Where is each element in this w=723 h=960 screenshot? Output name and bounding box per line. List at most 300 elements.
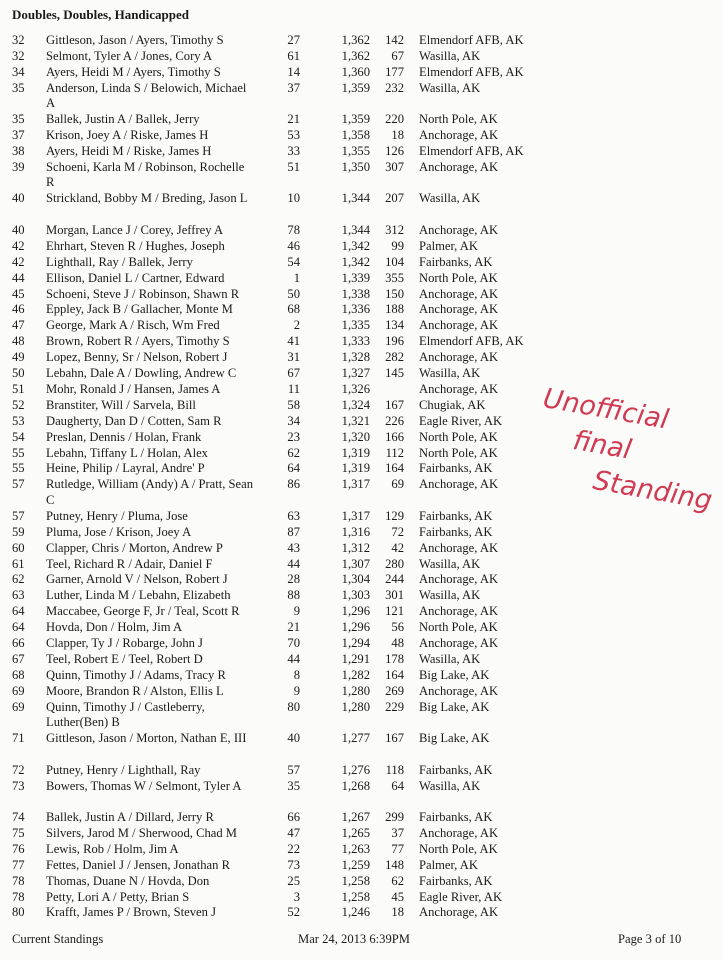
score-cell: 1,267 — [341, 810, 370, 824]
rank-cell: 73 — [12, 778, 25, 793]
team-name-cell: Teel, Richard R / Adair, Daniel F — [46, 556, 213, 571]
place-cell: 77 — [391, 841, 404, 856]
page-title: Doubles, Doubles, Handicapped — [12, 7, 189, 22]
handicap-cell: 28 — [287, 572, 300, 587]
handicap-cell: 21 — [287, 112, 300, 127]
handicap-cell: 54 — [287, 254, 300, 269]
handicap-cell: 53 — [287, 128, 300, 143]
team-name-cell: Gittleson, Jason / Morton, Nathan E, III — [46, 731, 247, 746]
rank-cell: 57 — [12, 508, 25, 523]
team-name-cell: Lebahn, Tiffany L / Holan, Alex — [46, 445, 208, 460]
score-cell: 1,358 — [341, 128, 370, 143]
place-cell: 280 — [385, 556, 404, 571]
handicap-cell: 31 — [287, 350, 300, 365]
place-cell: 244 — [385, 572, 404, 587]
location-cell: Eagle River, AK — [419, 889, 503, 904]
score-cell: 1,258 — [341, 873, 370, 888]
rank-cell: 46 — [12, 302, 25, 317]
location-cell: Anchorage, AK — [419, 572, 499, 587]
rank-cell: 51 — [12, 381, 25, 396]
handicap-cell: 43 — [287, 540, 300, 555]
rank-cell: 78 — [12, 873, 25, 888]
score-cell: 1,319 — [341, 461, 370, 476]
handicap-cell: 47 — [287, 825, 300, 840]
handicap-cell: 87 — [287, 524, 300, 539]
handicap-cell: 68 — [287, 302, 300, 317]
handicap-cell: 46 — [287, 238, 300, 253]
score-cell: 1,259 — [341, 857, 370, 872]
rank-cell: 57 — [12, 477, 25, 492]
score-cell: 1,359 — [341, 112, 370, 127]
team-name-cell: Ehrhart, Steven R / Hughes, Joseph — [46, 238, 225, 253]
rank-cell: 69 — [12, 699, 25, 714]
rank-cell: 40 — [12, 222, 25, 237]
rank-cell: 61 — [12, 556, 25, 571]
place-cell: 42 — [391, 540, 404, 555]
rank-cell: 35 — [12, 80, 25, 95]
team-name-cell: Selmont, Tyler A / Jones, Cory A — [46, 48, 213, 63]
place-cell: 269 — [385, 683, 404, 698]
score-cell: 1,307 — [341, 556, 370, 571]
rank-cell: 42 — [12, 254, 25, 269]
team-name-cell: Silvers, Jarod M / Sherwood, Chad M — [46, 825, 237, 840]
place-cell: 164 — [385, 461, 404, 476]
score-cell: 1,344 — [341, 191, 370, 206]
handicap-cell: 66 — [287, 810, 300, 824]
rank-cell: 35 — [12, 112, 25, 127]
handicap-cell: 52 — [287, 905, 300, 920]
score-cell: 1,336 — [341, 302, 370, 317]
place-cell: 196 — [385, 334, 404, 349]
team-name-cell: Petty, Lori A / Petty, Brian S — [46, 889, 190, 904]
rank-cell: 78 — [12, 889, 25, 904]
handicap-cell: 23 — [287, 429, 300, 444]
score-cell: 1,317 — [341, 477, 370, 492]
score-cell: 1,263 — [341, 841, 370, 856]
team-name-cell: Ellison, Daniel L / Cartner, Edward — [46, 270, 225, 285]
handicap-cell: 22 — [287, 841, 300, 856]
team-name-cell: Heine, Philip / Layral, Andre' P — [46, 461, 205, 476]
location-cell: Fairbanks, AK — [419, 254, 493, 269]
place-cell: 48 — [391, 636, 404, 650]
rank-cell: 49 — [12, 350, 25, 365]
team-name-cell: Brown, Robert R / Ayers, Timothy S — [46, 334, 230, 349]
handicap-cell: 14 — [287, 64, 300, 79]
team-name-cell: Bowers, Thomas W / Selmont, Tyler A — [46, 778, 242, 793]
rank-cell: 32 — [12, 48, 25, 63]
handicap-cell: 73 — [287, 857, 300, 872]
location-cell: Palmer, AK — [419, 238, 478, 253]
handicap-cell: 40 — [287, 731, 300, 746]
location-cell: Anchorage, AK — [419, 636, 499, 650]
handicap-cell: 86 — [287, 477, 300, 492]
handicap-cell: 3 — [293, 889, 300, 904]
score-cell: 1,338 — [341, 286, 370, 301]
place-cell: 18 — [391, 128, 404, 143]
footer-page-number: Page 3 of 10 — [618, 932, 682, 946]
place-cell: 99 — [391, 238, 404, 253]
score-cell: 1,360 — [341, 64, 370, 79]
rank-cell: 75 — [12, 825, 25, 840]
place-cell: 220 — [385, 112, 404, 127]
team-name-cell: Lebahn, Dale A / Dowling, Andrew C — [46, 366, 237, 380]
team-name-cell: Schoeni, Steve J / Robinson, Shawn R — [46, 286, 240, 301]
handicap-cell: 9 — [293, 683, 300, 698]
score-cell: 1,362 — [341, 33, 370, 47]
location-cell: Anchorage, AK — [419, 350, 499, 365]
team-name-cell: Ballek, Justin A / Ballek, Jerry — [46, 112, 200, 127]
footer-datetime: Mar 24, 2013 6:39PM — [298, 932, 410, 946]
location-cell: Anchorage, AK — [419, 381, 499, 396]
location-cell: Elmendorf AFB, AK — [419, 33, 524, 47]
place-cell: 18 — [391, 905, 404, 920]
place-cell: 104 — [385, 254, 404, 269]
handicap-cell: 41 — [287, 334, 300, 349]
score-cell: 1,291 — [341, 651, 370, 666]
rank-cell: 54 — [12, 429, 25, 444]
place-cell: 129 — [385, 508, 404, 523]
place-cell: 164 — [385, 667, 404, 682]
place-cell: 188 — [385, 302, 404, 317]
place-cell: 118 — [385, 762, 404, 777]
rank-cell: 60 — [12, 540, 25, 555]
location-cell: Elmendorf AFB, AK — [419, 144, 524, 158]
place-cell: 134 — [385, 318, 404, 333]
team-name-cell: Teel, Robert E / Teel, Robert D — [46, 651, 203, 666]
handwritten-annotation — [540, 375, 723, 535]
handicap-cell: 62 — [287, 445, 300, 460]
place-cell: 226 — [385, 413, 404, 428]
team-name-cell: Pluma, Jose / Krison, Joey A — [46, 524, 192, 539]
place-cell: 301 — [385, 588, 404, 603]
location-cell: Chugiak, AK — [419, 397, 486, 412]
handicap-cell: 57 — [287, 762, 300, 777]
rank-cell: 55 — [12, 445, 25, 460]
team-name-cell: Krafft, James P / Brown, Steven J — [46, 905, 216, 920]
rank-cell: 39 — [12, 159, 25, 174]
location-cell: Anchorage, AK — [419, 286, 499, 301]
location-cell: Wasilla, AK — [419, 191, 481, 206]
location-cell: Big Lake, AK — [419, 667, 490, 682]
annotation-line-1: Unofficial — [540, 383, 671, 436]
score-cell: 1,296 — [341, 620, 370, 635]
place-cell: 355 — [385, 270, 404, 285]
place-cell: 67 — [391, 48, 404, 63]
team-name-cell: Quinn, Timothy J / Adams, Tracy R — [46, 667, 226, 682]
place-cell: 150 — [385, 286, 404, 301]
rank-cell: 69 — [12, 683, 25, 698]
location-cell: Anchorage, AK — [419, 540, 499, 555]
team-name-cell: Ayers, Heidi M / Riske, James H — [46, 144, 212, 158]
location-cell: Anchorage, AK — [419, 302, 499, 317]
handicap-cell: 25 — [287, 873, 300, 888]
score-cell: 1,324 — [341, 397, 370, 412]
handicap-cell: 64 — [287, 461, 300, 476]
location-cell: Anchorage, AK — [419, 222, 499, 237]
location-cell: North Pole, AK — [419, 445, 498, 460]
location-cell: Big Lake, AK — [419, 699, 490, 714]
team-name-cell: Putney, Henry / Pluma, Jose — [46, 508, 188, 523]
place-cell: 56 — [391, 620, 404, 635]
handicap-cell: 67 — [287, 366, 300, 380]
location-cell: Anchorage, AK — [419, 825, 499, 840]
location-cell: Elmendorf AFB, AK — [419, 64, 524, 79]
place-cell: 207 — [385, 191, 404, 206]
rank-cell: 74 — [12, 810, 25, 824]
place-cell: 37 — [391, 825, 404, 840]
handicap-cell: 9 — [293, 604, 300, 619]
location-cell: North Pole, AK — [419, 270, 498, 285]
score-cell: 1,312 — [341, 540, 370, 555]
team-name-cell: Gittleson, Jason / Ayers, Timothy S — [46, 33, 224, 47]
score-cell: 1,268 — [341, 778, 370, 793]
score-cell: 1,280 — [341, 699, 370, 714]
team-name-cell: Quinn, Timothy J / Castleberry, Luther(Ben) B — [46, 699, 205, 730]
score-cell: 1,277 — [341, 731, 370, 746]
handicap-cell: 44 — [287, 651, 300, 666]
score-cell: 1,276 — [341, 762, 370, 777]
place-cell: 177 — [385, 64, 404, 79]
handicap-cell: 78 — [287, 222, 300, 237]
score-cell: 1,355 — [341, 144, 370, 158]
rank-cell: 37 — [12, 128, 25, 143]
score-cell: 1,342 — [341, 238, 370, 253]
location-cell: Fairbanks, AK — [419, 524, 493, 539]
location-cell: Fairbanks, AK — [419, 508, 493, 523]
score-cell: 1,246 — [341, 905, 370, 920]
location-cell: Anchorage, AK — [419, 159, 499, 174]
score-cell: 1,317 — [341, 508, 370, 523]
handicap-cell: 80 — [287, 699, 300, 714]
location-cell: North Pole, AK — [419, 620, 498, 635]
rank-cell: 47 — [12, 318, 25, 333]
handicap-cell: 34 — [287, 413, 300, 428]
location-cell: Fairbanks, AK — [419, 762, 493, 777]
location-cell: Big Lake, AK — [419, 731, 490, 746]
rank-cell: 55 — [12, 461, 25, 476]
team-name-cell: Thomas, Duane N / Hovda, Don — [46, 873, 210, 888]
location-cell: Wasilla, AK — [419, 778, 481, 793]
team-name-cell: Luther, Linda M / Lebahn, Elizabeth — [46, 588, 231, 603]
location-cell: Anchorage, AK — [419, 683, 499, 698]
team-name-cell: Eppley, Jack B / Gallacher, Monte M — [46, 302, 233, 317]
rank-cell: 44 — [12, 270, 25, 285]
score-cell: 1,342 — [341, 254, 370, 269]
place-cell: 64 — [391, 778, 404, 793]
score-cell: 1,316 — [341, 524, 370, 539]
place-cell: 166 — [385, 429, 404, 444]
handicap-cell: 1 — [293, 270, 300, 285]
place-cell: 45 — [391, 889, 404, 904]
team-name-cell: Putney, Henry / Lighthall, Ray — [46, 762, 201, 777]
score-cell: 1,359 — [341, 80, 370, 95]
team-name-cell: Maccabee, George F, Jr / Teal, Scott R — [46, 604, 240, 619]
place-cell: 121 — [385, 604, 404, 619]
handicap-cell: 70 — [287, 636, 300, 650]
team-name-cell: Mohr, Ronald J / Hansen, James A — [46, 381, 221, 396]
score-cell: 1,321 — [341, 413, 370, 428]
rank-cell: 72 — [12, 762, 25, 777]
location-cell: Anchorage, AK — [419, 128, 499, 143]
team-name-cell: Moore, Brandon R / Alston, Ellis L — [46, 683, 224, 698]
score-cell: 1,327 — [341, 366, 370, 380]
score-cell: 1,350 — [341, 159, 370, 174]
team-name-cell: Ayers, Heidi M / Ayers, Timothy S — [46, 64, 221, 79]
score-cell: 1,280 — [341, 683, 370, 698]
score-cell: 1,326 — [341, 381, 370, 396]
location-cell: Anchorage, AK — [419, 477, 499, 492]
location-cell: Wasilla, AK — [419, 48, 481, 63]
handicap-cell: 51 — [287, 159, 300, 174]
team-name-cell: George, Mark A / Risch, Wm Fred — [46, 318, 220, 333]
place-cell: 72 — [391, 524, 404, 539]
location-cell: Wasilla, AK — [419, 651, 481, 666]
location-cell: Eagle River, AK — [419, 413, 503, 428]
team-name-cell: Garner, Arnold V / Nelson, Robert J — [46, 572, 228, 587]
location-cell: North Pole, AK — [419, 112, 498, 127]
rank-cell: 76 — [12, 841, 25, 856]
annotation-line-2: final — [570, 425, 634, 466]
place-cell: 307 — [385, 159, 404, 174]
score-cell: 1,328 — [341, 350, 370, 365]
rank-cell: 52 — [12, 397, 25, 412]
rank-cell: 48 — [12, 334, 25, 349]
team-name-cell: Lopez, Benny, Sr / Nelson, Robert J — [46, 350, 228, 365]
rank-cell: 40 — [12, 191, 25, 206]
place-cell: 178 — [385, 651, 404, 666]
team-name-cell: Hovda, Don / Holm, Jim A — [46, 620, 183, 635]
footer-left: Current Standings — [12, 932, 104, 946]
team-name-cell: Ballek, Justin A / Dillard, Jerry R — [46, 810, 214, 824]
team-name-cell: Anderson, Linda S / Belowich, Michael A — [46, 80, 247, 111]
location-cell: Wasilla, AK — [419, 80, 481, 95]
location-cell: Wasilla, AK — [419, 588, 481, 603]
score-cell: 1,282 — [341, 667, 370, 682]
score-cell: 1,333 — [341, 334, 370, 349]
team-name-cell: Branstiter, Will / Sarvela, Bill — [46, 397, 196, 412]
place-cell: 69 — [391, 477, 404, 492]
location-cell: Palmer, AK — [419, 857, 478, 872]
team-name-cell: Krison, Joey A / Riske, James H — [46, 128, 209, 143]
rank-cell: 77 — [12, 857, 25, 872]
handicap-cell: 37 — [287, 80, 300, 95]
team-name-cell: Clapper, Chris / Morton, Andrew P — [46, 540, 223, 555]
score-cell: 1,319 — [341, 445, 370, 460]
location-cell: Elmendorf AFB, AK — [419, 334, 524, 349]
rank-cell: 64 — [12, 604, 25, 619]
team-name-cell: Morgan, Lance J / Corey, Jeffrey A — [46, 222, 224, 237]
score-cell: 1,258 — [341, 889, 370, 904]
team-name-cell: Lewis, Rob / Holm, Jim A — [46, 841, 179, 856]
rank-cell: 59 — [12, 524, 25, 539]
rank-cell: 67 — [12, 651, 25, 666]
score-cell: 1,265 — [341, 825, 370, 840]
place-cell: 312 — [385, 222, 404, 237]
rank-cell: 50 — [12, 366, 25, 380]
score-cell: 1,320 — [341, 429, 370, 444]
score-cell: 1,294 — [341, 636, 370, 650]
score-cell: 1,335 — [341, 318, 370, 333]
handicap-cell: 61 — [287, 48, 300, 63]
place-cell: 167 — [385, 397, 404, 412]
place-cell: 62 — [391, 873, 404, 888]
place-cell: 232 — [385, 80, 404, 95]
handicap-cell: 10 — [287, 191, 300, 206]
handicap-cell: 11 — [287, 381, 300, 396]
rank-cell: 68 — [12, 667, 25, 682]
location-cell: Anchorage, AK — [419, 604, 499, 619]
rank-cell: 42 — [12, 238, 25, 253]
location-cell: Anchorage, AK — [419, 905, 499, 920]
team-name-cell: Rutledge, William (Andy) A / Pratt, Sean C — [46, 477, 254, 507]
rank-cell: 80 — [12, 905, 25, 920]
place-cell: 126 — [385, 144, 404, 158]
rank-cell: 32 — [12, 33, 25, 47]
handicap-cell: 63 — [287, 508, 300, 523]
team-name-cell: Schoeni, Karla M / Robinson, Rochelle R — [46, 159, 245, 190]
annotation-line-3: Standing — [590, 465, 715, 517]
place-cell: 167 — [385, 731, 404, 746]
score-cell: 1,344 — [341, 222, 370, 237]
rank-cell: 38 — [12, 144, 25, 158]
handicap-cell: 21 — [287, 620, 300, 635]
location-cell: Fairbanks, AK — [419, 873, 493, 888]
rank-cell: 45 — [12, 286, 25, 301]
place-cell: 142 — [385, 33, 404, 47]
team-name-cell: Fettes, Daniel J / Jensen, Jonathan R — [46, 857, 230, 872]
place-cell: 148 — [385, 857, 404, 872]
score-cell: 1,303 — [341, 588, 370, 603]
location-cell: North Pole, AK — [419, 429, 498, 444]
location-cell: Wasilla, AK — [419, 366, 481, 380]
location-cell: Wasilla, AK — [419, 556, 481, 571]
handicap-cell: 33 — [287, 144, 300, 158]
place-cell: 299 — [385, 810, 404, 824]
team-name-cell: Preslan, Dennis / Holan, Frank — [46, 429, 202, 444]
handicap-cell: 44 — [287, 556, 300, 571]
rank-cell: 62 — [12, 572, 25, 587]
place-cell: 282 — [385, 350, 404, 365]
handicap-cell: 2 — [293, 318, 300, 333]
handicap-cell: 27 — [287, 33, 300, 47]
score-cell: 1,296 — [341, 604, 370, 619]
score-cell: 1,362 — [341, 48, 370, 63]
rank-cell: 71 — [12, 731, 25, 746]
location-cell: Fairbanks, AK — [419, 810, 493, 824]
place-cell: 229 — [385, 699, 404, 714]
team-name-cell: Lighthall, Ray / Ballek, Jerry — [46, 254, 193, 269]
place-cell: 112 — [385, 445, 404, 460]
rank-cell: 66 — [12, 636, 25, 650]
handicap-cell: 88 — [287, 588, 300, 603]
score-cell: 1,339 — [341, 270, 370, 285]
location-cell: Fairbanks, AK — [419, 461, 493, 476]
rank-cell: 34 — [12, 64, 25, 79]
team-name-cell: Strickland, Bobby M / Breding, Jason L — [46, 191, 248, 206]
place-cell: 145 — [385, 366, 404, 380]
handicap-cell: 35 — [287, 778, 300, 793]
rank-cell: 63 — [12, 588, 25, 603]
rank-cell: 64 — [12, 620, 25, 635]
handicap-cell: 50 — [287, 286, 300, 301]
rank-cell: 53 — [12, 413, 25, 428]
team-name-cell: Daugherty, Dan D / Cotten, Sam R — [46, 413, 222, 428]
location-cell: North Pole, AK — [419, 841, 498, 856]
team-name-cell: Clapper, Ty J / Robarge, John J — [46, 636, 203, 650]
location-cell: Anchorage, AK — [419, 318, 499, 333]
handicap-cell: 58 — [287, 397, 300, 412]
handicap-cell: 8 — [293, 667, 300, 682]
